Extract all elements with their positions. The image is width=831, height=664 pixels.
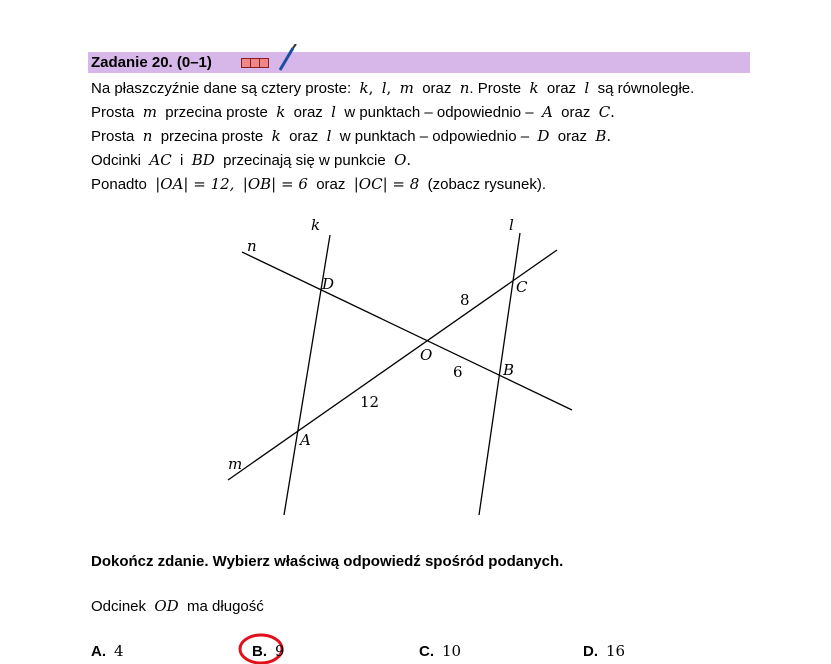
line-n [242, 252, 572, 410]
length-OA: 12 [360, 393, 380, 411]
label-k: k [311, 216, 321, 234]
statement-line-5: Ponadto |OA| = 12, |OB| = 6 oraz |OC| = 8 (zobacz rysunek). [91, 175, 546, 193]
label-C: C [516, 278, 528, 296]
statement-line-1: Na płaszczyźnie dane są cztery proste: k, l, m oraz n. Proste k oraz l są równoległe. [91, 79, 695, 97]
option-b[interactable]: B. 9 [252, 642, 285, 660]
label-l: l [509, 216, 514, 234]
label-B: B [503, 361, 515, 379]
label-A: A [300, 431, 311, 449]
option-a[interactable]: A. 4 [91, 642, 124, 660]
length-OB: 6 [453, 363, 463, 381]
statement-line-4: Odcinki AC i BD przecinają się w punkcie O. [91, 151, 412, 169]
task-title: Zadanie 20. (0–1) [91, 54, 212, 71]
label-O: O [420, 346, 433, 364]
instruction: Dokończ zdanie. Wybierz właściwą odpowiedź spośród podanych. [91, 553, 564, 570]
length-OC: 8 [460, 291, 470, 309]
option-c[interactable]: C. 10 [419, 642, 462, 660]
statement-line-2: Prosta m przecina proste k oraz l w punktach – odpowiednio – A oraz C. [91, 103, 615, 121]
question: Odcinek OD ma długość [91, 597, 264, 615]
label-m: m [228, 455, 243, 473]
label-n: n [247, 237, 257, 255]
statement-line-3: Prosta n przecina proste k oraz l w punktach – odpowiednio – D oraz B. [91, 127, 612, 145]
option-d[interactable]: D. 16 [583, 642, 626, 660]
label-D: D [322, 275, 335, 293]
